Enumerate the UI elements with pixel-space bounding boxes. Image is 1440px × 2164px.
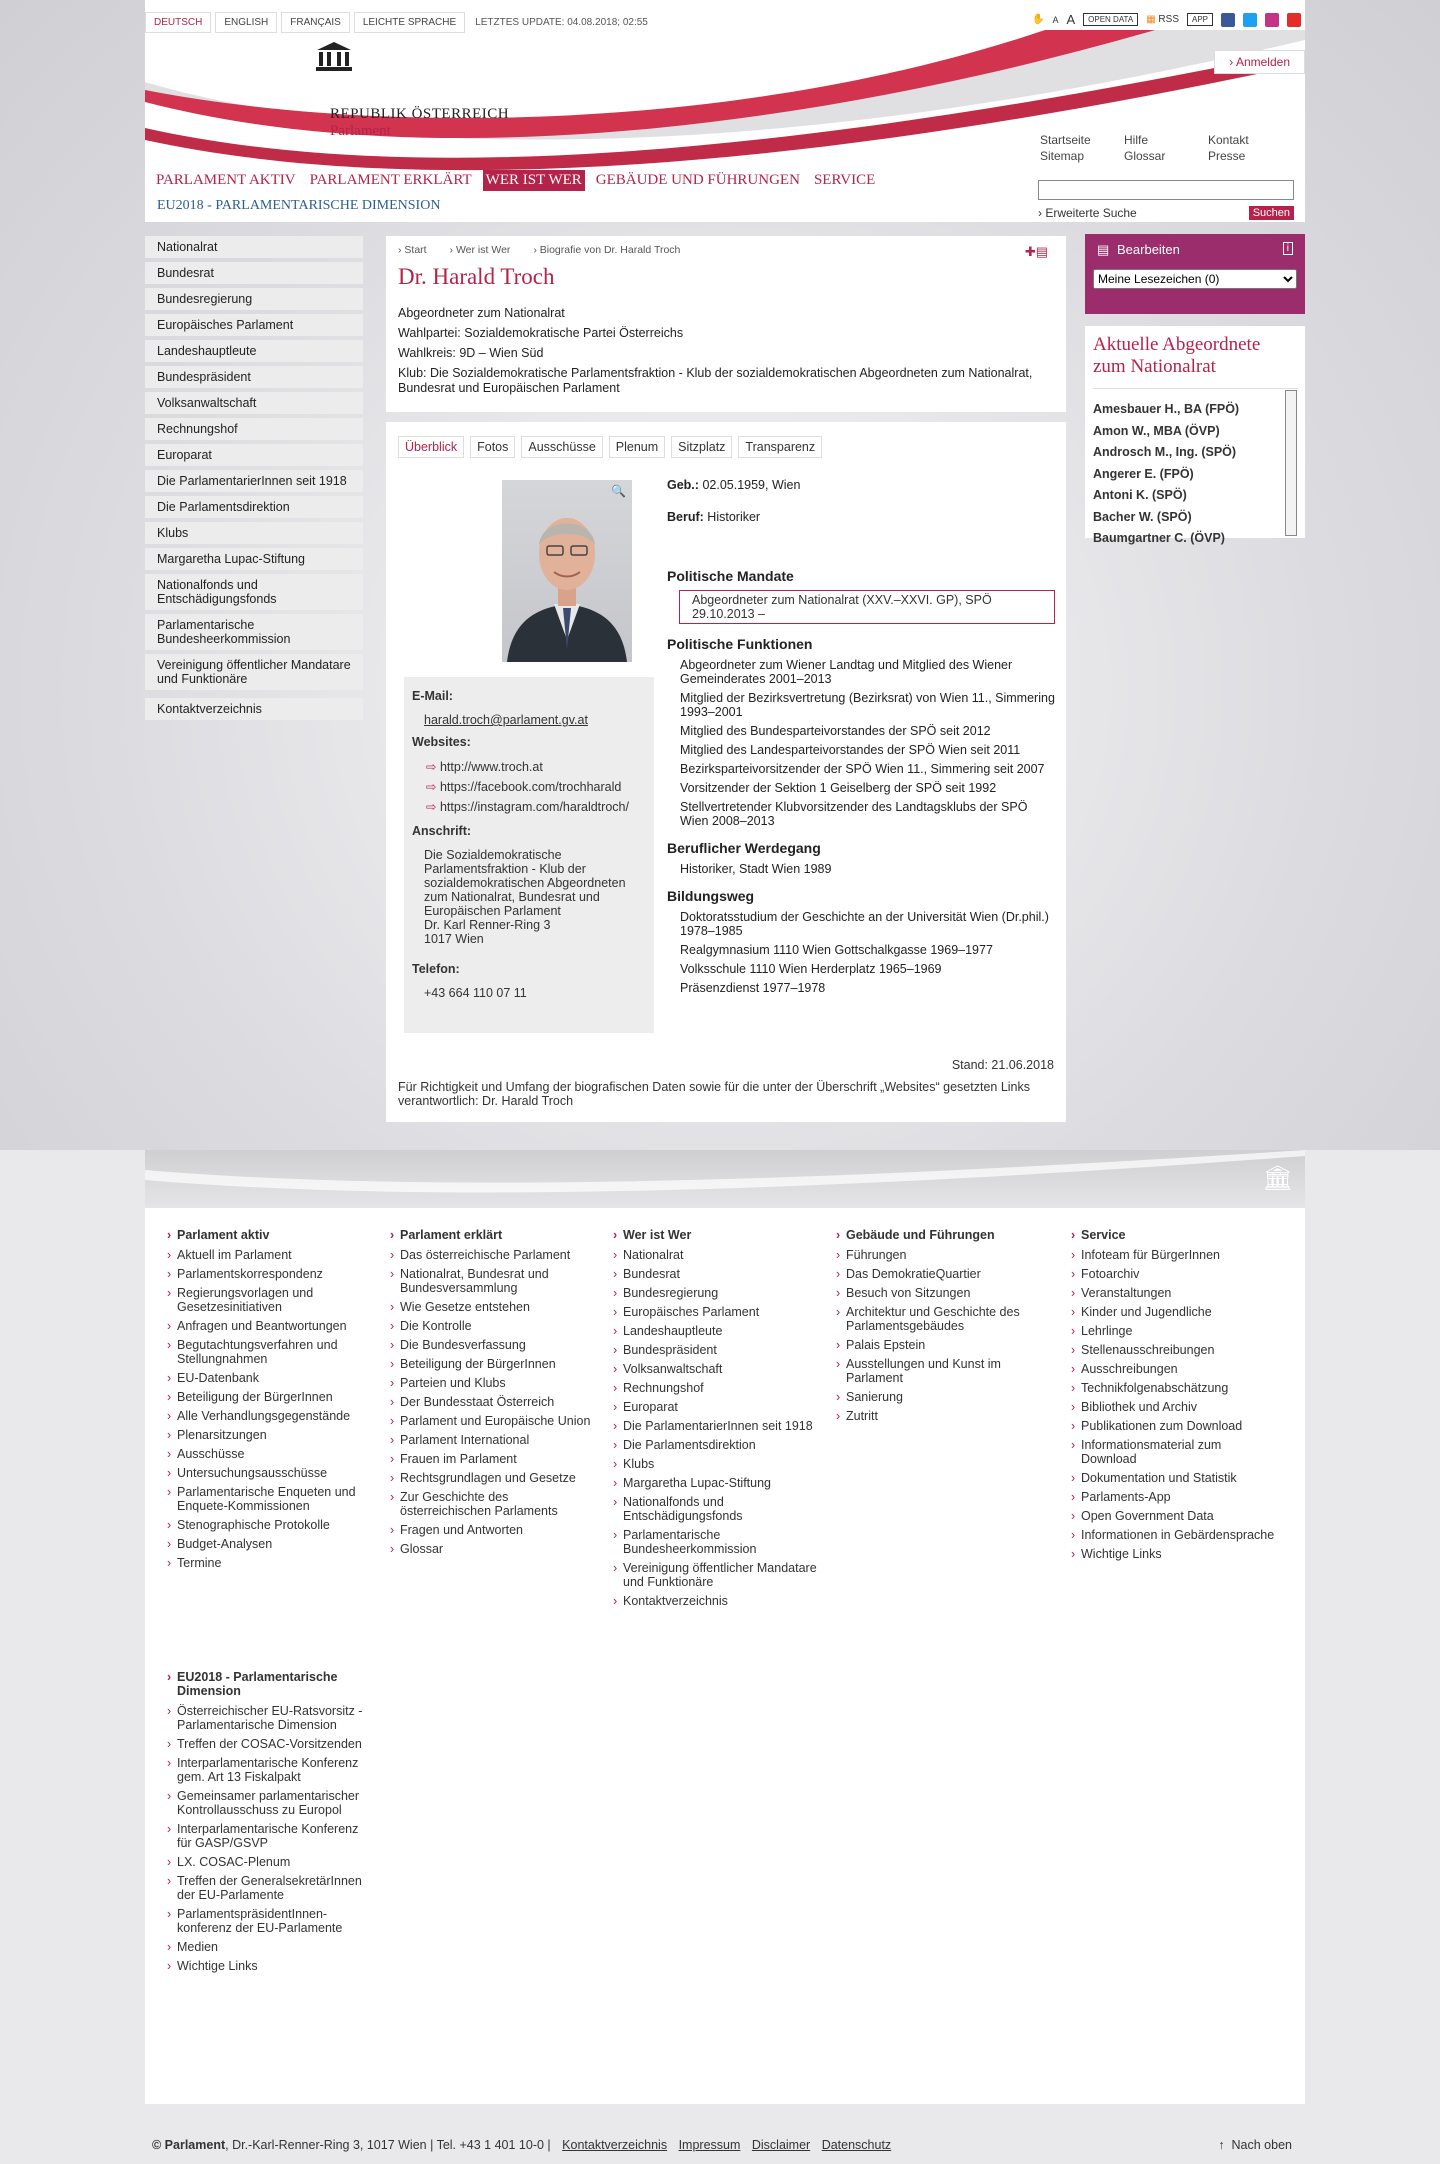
edit-icon: ▤ [1097,242,1110,257]
footer-col-aktiv [165,1228,375,1575]
leftnav-item[interactable]: Die Parlamentsdirektion [145,496,363,518]
nav-parlament-erklaert[interactable]: PARLAMENT ERKLÄRT [309,172,472,188]
footer-link[interactable]: › Plenarsitzungen [165,1428,375,1442]
bottom-bar [152,2138,1292,2152]
member-item[interactable]: Androsch M., Ing. (SPÖ) [1093,445,1237,459]
nav-service[interactable]: SERVICE [813,172,876,188]
footer-link[interactable]: › Die Parlamentsdirektion [611,1438,821,1452]
page-title: Dr. Harald Troch [398,264,555,289]
leftnav-item[interactable]: Nationalfonds und Entschädigungsfonds [145,574,363,610]
footer-link[interactable]: › Volksanwaltschaft [611,1362,821,1376]
websites-label: Websites: [412,735,471,749]
lang-francais[interactable]: FRANÇAIS [281,12,350,33]
leftnav-item[interactable]: Die ParlamentarierInnen seit 1918 [145,470,363,492]
footer-col-title[interactable]: › EU2018 - Parlamentarische Dimension [165,1670,365,1698]
footer-link[interactable]: › Parlamentarische Bundesheerkommission [611,1528,821,1556]
footer-link[interactable]: › Der Bundesstaat Österreich [388,1395,598,1409]
footer-link[interactable]: › Ausstellungen und Kunst im Parlament [834,1357,1044,1385]
bio-panel [386,236,1066,412]
leftnav-item[interactable]: Europäisches Parlament [145,314,363,336]
website-link[interactable] [412,799,646,814]
footer-link[interactable]: › Fotoarchiv [1069,1267,1279,1281]
parliament-logo-icon[interactable] [313,40,355,72]
footer-link[interactable]: › Untersuchungsausschüsse [165,1466,375,1480]
function-item: Abgeordneter zum Wiener Landtag und Mitglied des Wiener Gemeinderates 2001–2013 [680,658,1013,686]
profile-details [667,478,1055,1000]
back-to-top-button[interactable] [1218,2138,1292,2152]
footer-link[interactable]: › Parteien und Klubs [388,1376,598,1390]
rss-icon: ▦ [1146,14,1156,25]
leftnav-item[interactable]: Margaretha Lupac-Stiftung [145,548,363,570]
header-tools [1032,12,1301,27]
footer-link[interactable]: › Lehrlinge [1069,1324,1279,1338]
footer-link[interactable]: › Bundesrat [611,1267,821,1281]
footer-link[interactable]: › Klubs [611,1457,821,1471]
footer-link[interactable]: › Informationen in Gebärdensprache [1069,1528,1279,1542]
footer-col-title[interactable]: › Wer ist Wer [611,1228,821,1242]
footer-link[interactable]: › Fragen und Antworten [388,1523,598,1537]
external-link-icon: ⇨ [426,800,437,814]
parliament-logo-icon: 🏛 [1262,1165,1293,1192]
footer-link[interactable]: › Stenographische Protokolle [165,1518,375,1532]
footer-link[interactable]: › Das österreichische Parlament [388,1248,598,1262]
function-item: Bezirksparteivorsitzender der SPÖ Wien 11., Simmering seit 2007 [680,762,1045,776]
tab-bar [398,436,1054,458]
rss-link[interactable] [1146,14,1179,25]
footer-link[interactable]: › Frauen im Parlament [388,1452,598,1466]
logo-line1: REPUBLIK ÖSTERREICH [330,106,510,122]
twitter-icon[interactable] [1243,13,1257,27]
footer-link[interactable]: › Palais Epstein [834,1338,1044,1352]
footer-col-erklaert [388,1228,598,1561]
footer-link[interactable]: › Ausschüsse [165,1447,375,1461]
member-item[interactable]: Amon W., MBA (ÖVP) [1093,423,1220,438]
footer-band [145,1150,1305,1208]
tab-sitzplatz[interactable]: Sitzplatz [671,436,732,458]
footer-link[interactable]: › Aktuell im Parlament [165,1248,375,1262]
link-kontaktverzeichnis[interactable]: Kontaktverzeichnis [562,2138,668,2152]
login-button[interactable] [1214,50,1305,74]
footer-link[interactable]: › Vereinigung öffentlicher Mandatare und Funktionäre [611,1561,821,1589]
main-nav [153,170,878,191]
back-to-top-label: Nach oben [1231,2138,1292,2152]
footer-col-title[interactable]: › Gebäude und Führungen [834,1228,1044,1242]
font-small-button[interactable]: A [1052,14,1059,25]
disclaimer: Für Richtigkeit und Umfang der biografischen Daten sowie für die unter der Überschrift „Websites“ gesetzten Links verantwortlich: Dr. Harald Troch [398,1080,1031,1108]
leftnav-item[interactable]: Parlamentarische Bundesheerkommission [145,614,363,650]
last-update: LETZTES UPDATE: 04.08.2018; 02:55 [475,16,648,28]
footer-col-gebaeude [834,1228,1044,1428]
bookmark-add-icon[interactable]: ✚▤ [1024,244,1048,259]
member-item[interactable]: Angerer E. (FPÖ) [1093,466,1194,481]
current-members-title: Aktuelle Abgeordnete zum Nationalrat [1093,334,1261,377]
leftnav-item[interactable]: Bundespräsident [145,366,363,388]
footer-col-title[interactable]: › Service [1069,1228,1279,1242]
footer-link[interactable]: › Zur Geschichte des österreichischen Parlaments [388,1490,598,1518]
footer-link[interactable]: › Technikfolgenabschätzung [1069,1381,1279,1395]
portrait-photo[interactable] [502,480,632,662]
job-row [667,510,1055,524]
footer-link[interactable]: › Österreichischer EU-Ratsvorsitz - Parlamentarische Dimension [165,1704,365,1732]
mandate-item [679,590,1055,624]
link-impressum[interactable]: Impressum [678,2138,741,2152]
mandate-line: Abgeordneter zum Nationalrat (XXV.–XXVI. GP), SPÖ [692,593,992,607]
footer-link[interactable]: › Informationsmaterial zum Download [1069,1438,1279,1466]
footer-col-eu2018 [165,1670,365,1978]
footer-link[interactable]: › Alle Verhandlungsgegenstände [165,1409,375,1423]
footer-link[interactable]: › Besuch von Sitzungen [834,1286,1044,1300]
footer-link[interactable]: › Rechtsgrundlagen und Gesetze [388,1471,598,1485]
footer-link[interactable]: › Beteiligung der BürgerInnen [165,1390,375,1404]
open-data-badge[interactable]: OPEN DATA [1083,13,1138,26]
footer-col-service [1069,1228,1279,1566]
edit-box [1085,234,1305,314]
footer-col-wer [611,1228,821,1613]
link-presse[interactable]: Presse [1208,149,1246,163]
address-text [412,848,646,946]
font-large-button[interactable]: A [1066,12,1076,27]
crumb-wer-ist-wer[interactable]: › Wer ist Wer [449,244,511,256]
footer-link[interactable]: › Parlament und Europäische Union [388,1414,598,1428]
website-url: https://instagram.com/haraldtroch/ [439,800,629,814]
app-badge[interactable]: APP [1187,13,1213,26]
leftnav-item[interactable]: Landeshauptleute [145,340,363,362]
leftnav-item[interactable]: Volksanwaltschaft [145,392,363,414]
address-city: 1017 Wien [424,932,484,946]
sign-language-icon[interactable]: ✋ [1032,14,1045,25]
footer-col-title[interactable]: › Parlament aktiv [165,1228,375,1242]
footer-link[interactable]: › Begutachtungsverfahren und Stellungnahmen [165,1338,375,1366]
education-item: Doktoratsstudium der Geschichte an der Universität Wien (Dr.phil.) 1978–1985 [680,910,1049,938]
footer-link[interactable]: › Wichtige Links [165,1959,365,1973]
last-updated: Stand: 21.06.2018 [951,1058,1054,1072]
footer-link[interactable]: › Parlamentskorrespondenz [165,1267,375,1281]
footer-link[interactable]: › Die Bundesverfassung [388,1338,598,1352]
advanced-search-label: Erweiterte Suche [1045,206,1137,220]
job-label: Beruf: [667,510,704,524]
tab-ueberblick[interactable]: Überblick [398,436,464,458]
breadcrumb [398,244,1054,256]
footer-link[interactable]: › Beteiligung der BürgerInnen [388,1357,598,1371]
lang-leichte-sprache[interactable]: LEICHTE SPRACHE [354,12,465,33]
nav-wer-ist-wer[interactable]: WER IST WER [483,170,585,191]
tab-plenum[interactable]: Plenum [609,436,665,458]
address-org: Die Sozialdemokratische Parlamentsfraktion - Klub der sozialdemokratischen Abgeordneten zum Nationalrat, Bundesrat und Europäischen Parlament [424,848,626,918]
external-link-icon: ⇨ [426,760,437,774]
footer-link[interactable]: › Bundespräsident [611,1343,821,1357]
footer-link[interactable]: › Parlament International [388,1433,598,1447]
footer-link[interactable]: › Die ParlamentarierInnen seit 1918 [611,1419,821,1433]
person-club: Klub: Die Sozialdemokratische Parlamentsfraktion - Klub der sozialdemokratischen Abgeordneten zum Nationalrat, Bundesrat und Europäischen Parlament [398,366,1033,395]
bookmarks-select[interactable] [1093,269,1297,289]
phone-value: +43 664 110 07 11 [424,986,527,1000]
tab-ausschuesse[interactable]: Ausschüsse [521,436,602,458]
footer-link[interactable]: › Die Kontrolle [388,1319,598,1333]
email-label: E-Mail: [412,689,453,703]
footer [145,1150,1305,2104]
mandate-line: 29.10.2013 – [692,607,765,621]
search-button[interactable]: Suchen [1249,206,1294,220]
education-item: Realgymnasium 1110 Wien Gottschalkgasse 1969–1977 [680,943,993,957]
info-icon[interactable]: i [1283,242,1293,255]
footer-link[interactable]: › Dokumentation und Statistik [1069,1471,1279,1485]
edit-button[interactable] [1093,242,1297,257]
footer-link[interactable]: › Sanierung [834,1390,1044,1404]
leftnav-item[interactable]: Bundesregierung [145,288,363,310]
link-startseite[interactable]: Startseite [1040,133,1091,147]
website-link[interactable] [412,779,646,794]
members-scrollbar[interactable] [1285,390,1297,536]
footer-link[interactable]: › Bibliothek und Archiv [1069,1400,1279,1414]
education-heading: Bildungsweg [667,888,755,904]
education-item: Präsenzdienst 1977–1978 [680,981,826,995]
footer-link[interactable]: › Infoteam für BürgerInnen [1069,1248,1279,1262]
leftnav-item[interactable]: Europarat [145,444,363,466]
tab-fotos[interactable]: Fotos [470,436,515,458]
footer-link[interactable]: › Glossar [388,1542,598,1556]
phone-label: Telefon: [412,962,460,976]
search-box [1038,180,1294,220]
footer-link[interactable]: › Stellenausschreibungen [1069,1343,1279,1357]
zoom-icon[interactable]: 🔍 [611,484,626,498]
career-heading: Beruflicher Werdegang [667,840,821,856]
person-party: Wahlpartei: Sozialdemokratische Partei Österreichs [398,326,684,340]
crumb-label: Biografie von Dr. Harald Troch [539,244,681,256]
function-item: Mitglied des Bundesparteivorstandes der SPÖ seit 2012 [680,724,991,738]
mandates-heading: Politische Mandate [667,568,794,584]
footer-link[interactable]: › EU-Datenbank [165,1371,375,1385]
link-glossar[interactable]: Glossar [1124,149,1166,163]
footer-link[interactable]: › Treffen der COSAC-Vorsitzenden [165,1737,365,1751]
link-sitemap[interactable]: Sitemap [1040,149,1085,163]
footer-link[interactable]: › Nationalfonds und Entschädigungsfonds [611,1495,821,1523]
website-url: https://facebook.com/trochharald [439,780,622,794]
person-district: Wahlkreis: 9D – Wien Süd [398,346,544,360]
education-item: Volksschule 1110 Wien Herderplatz 1965–1969 [680,962,942,976]
website-link[interactable] [412,759,646,774]
footer-link[interactable]: › Bundesregierung [611,1286,821,1300]
logo-line2: Parlament [330,123,391,139]
footer-link[interactable]: › Open Government Data [1069,1509,1279,1523]
born-label: Geb.: [667,478,699,492]
footer-link[interactable]: › Interparlamentarische Konferenz für GASP/GSVP [165,1822,365,1850]
copyright: © Parlament [152,2138,226,2152]
link-hilfe[interactable]: Hilfe [1124,133,1149,147]
footer-link[interactable]: › Kontaktverzeichnis [611,1594,821,1608]
footer-link[interactable]: › Landeshauptleute [611,1324,821,1338]
born-row [667,478,1055,492]
lang-english[interactable]: ENGLISH [215,12,277,33]
page-header [145,0,1305,222]
instagram-icon[interactable] [1265,13,1279,27]
website-url: http://www.troch.at [439,760,543,774]
footer-link[interactable]: › Nationalrat, Bundesrat und Bundesversammlung [388,1267,598,1295]
youtube-icon[interactable] [1287,13,1301,27]
footer-link[interactable]: › Wichtige Links [1069,1547,1279,1561]
email-link[interactable]: harald.troch@parlament.gv.at [424,713,588,727]
crumb-label: Wer ist Wer [455,244,511,256]
edit-label: Bearbeiten [1117,242,1180,257]
functions-heading: Politische Funktionen [667,636,813,652]
left-nav [145,236,363,724]
footer-link[interactable]: › Führungen [834,1248,1044,1262]
footer-link[interactable]: › Rechnungshof [611,1381,821,1395]
footer-link[interactable]: › Architektur und Geschichte des Parlamentsgebäudes [834,1305,1044,1333]
footer-link[interactable]: › Termine [165,1556,375,1570]
footer-link[interactable]: › Zutritt [834,1409,1044,1423]
link-disclaimer[interactable]: Disclaimer [751,2138,811,2152]
nav-parlament-aktiv[interactable]: PARLAMENT AKTIV [156,172,296,188]
footer-link[interactable]: › Treffen der GeneralsekretärInnen der EU-Parlamente [165,1874,365,1902]
function-item: Mitglied der Bezirksvertretung (Bezirksrat) von Wien 11., Simmering 1993–2001 [680,691,1055,719]
leftnav-item[interactable]: Nationalrat [145,236,363,258]
footer-link[interactable]: › Ausschreibungen [1069,1362,1279,1376]
nav-eu2018[interactable]: EU2018 - PARLAMENTARISCHE DIMENSION [157,198,441,213]
footer-link[interactable]: › Wie Gesetze entstehen [388,1300,598,1314]
footer-link[interactable]: › Das DemokratieQuartier [834,1267,1044,1281]
footer-link[interactable]: › Europarat [611,1400,821,1414]
external-link-icon: ⇨ [426,780,437,794]
function-item: Mitglied des Landesparteivorstandes der SPÖ Wien seit 2011 [680,743,1021,757]
footer-link[interactable]: › LX. COSAC-Plenum [165,1855,365,1869]
member-item[interactable]: Amesbauer H., BA (FPÖ) [1093,402,1240,416]
footer-link[interactable]: › Anfragen und Beantwortungen [165,1319,375,1333]
footer-link[interactable]: › Publikationen zum Download [1069,1419,1279,1433]
career-item: Historiker, Stadt Wien 1989 [680,862,832,876]
header [145,0,1305,222]
function-item: Stellvertretender Klubvorsitzender des Landtagsklubs der SPÖ Wien 2008–2013 [680,800,1028,828]
tab-transparenz[interactable]: Transparenz [738,436,822,458]
leftnav-item[interactable]: Bundesrat [145,262,363,284]
rss-label: RSS [1158,14,1179,25]
leftnav-item[interactable]: Kontaktverzeichnis [145,698,363,720]
crumb-label: Start [404,244,427,256]
footer-link[interactable]: › Interparlamentarische Konferenz gem. Art 13 Fiskalpakt [165,1756,365,1784]
facebook-icon[interactable] [1221,13,1235,27]
function-item: Vorsitzender der Sektion 1 Geiselberg der SPÖ seit 1992 [680,781,997,795]
footer-link[interactable]: › Margaretha Lupac-Stiftung [611,1476,821,1490]
leftnav-item[interactable]: Rechnungshof [145,418,363,440]
login-label: Anmelden [1235,55,1290,69]
detail-panel [386,422,1066,1122]
footer-link[interactable]: › Gemeinsamer parlamentarischer Kontrollausschuss zu Europol [165,1789,365,1817]
footer-link[interactable]: › Regierungsvorlagen und Gesetzesinitiativen [165,1286,375,1314]
search-input[interactable] [1038,180,1294,200]
leftnav-item[interactable]: Klubs [145,522,363,544]
footer-link[interactable]: › Veranstaltungen [1069,1286,1279,1300]
link-datenschutz[interactable]: Datenschutz [821,2138,892,2152]
arrow-up-icon: ↑ [1218,2138,1225,2152]
member-item[interactable]: Baumgartner C. (ÖVP) [1093,531,1225,545]
footer-link[interactable]: › Parlamentarische Enqueten und Enquete-Kommissionen [165,1485,375,1513]
footer-col-title[interactable]: › Parlament erklärt [388,1228,598,1242]
footer-link[interactable]: › Budget-Analysen [165,1537,375,1551]
job-value: Historiker [707,510,761,524]
footer-swoosh [145,1150,1305,1208]
crumb-current: › Biografie von Dr. Harald Troch [533,244,681,256]
current-members-list [1093,388,1297,545]
leftnav-item[interactable]: Vereinigung öffentlicher Mandatare und Funktionäre [145,654,363,690]
footer-link[interactable]: › ParlamentspräsidentInnen-konferenz der EU-Parlamente [165,1907,365,1935]
footer-link[interactable]: › Europäisches Parlament [611,1305,821,1319]
advanced-search-link[interactable]: › Erweiterte Suche [1038,206,1137,220]
born-value: 02.05.1959, Wien [702,478,801,492]
address-label: Anschrift: [412,824,472,838]
member-item[interactable]: Antoni K. (SPÖ) [1093,488,1187,502]
crumb-start[interactable]: › Start [398,244,427,256]
address-street: Dr. Karl Renner-Ring 3 [424,918,551,932]
current-members-box [1085,326,1305,545]
footer-link[interactable]: › Parlaments-App [1069,1490,1279,1504]
utility-links [1040,132,1292,164]
lang-deutsch[interactable]: DEUTSCH [145,12,211,33]
member-item[interactable]: Bacher W. (SPÖ) [1093,509,1192,524]
person-role: Abgeordneter zum Nationalrat [398,306,565,320]
nav-gebaeude[interactable]: GEBÄUDE UND FÜHRUNGEN [595,172,800,188]
link-kontakt[interactable]: Kontakt [1208,133,1249,147]
footer-link[interactable]: › Nationalrat [611,1248,821,1262]
contact-box [404,677,654,1033]
chevron-right-icon: › [1229,55,1234,69]
footer-link[interactable]: › Medien [165,1940,365,1954]
footer-link[interactable]: › Kinder und Jugendliche [1069,1305,1279,1319]
logo-text[interactable] [330,106,509,140]
footer-address: , Dr.-Karl-Renner-Ring 3, 1017 Wien | Tel. +43 1 401 10-0 | [225,2138,551,2152]
